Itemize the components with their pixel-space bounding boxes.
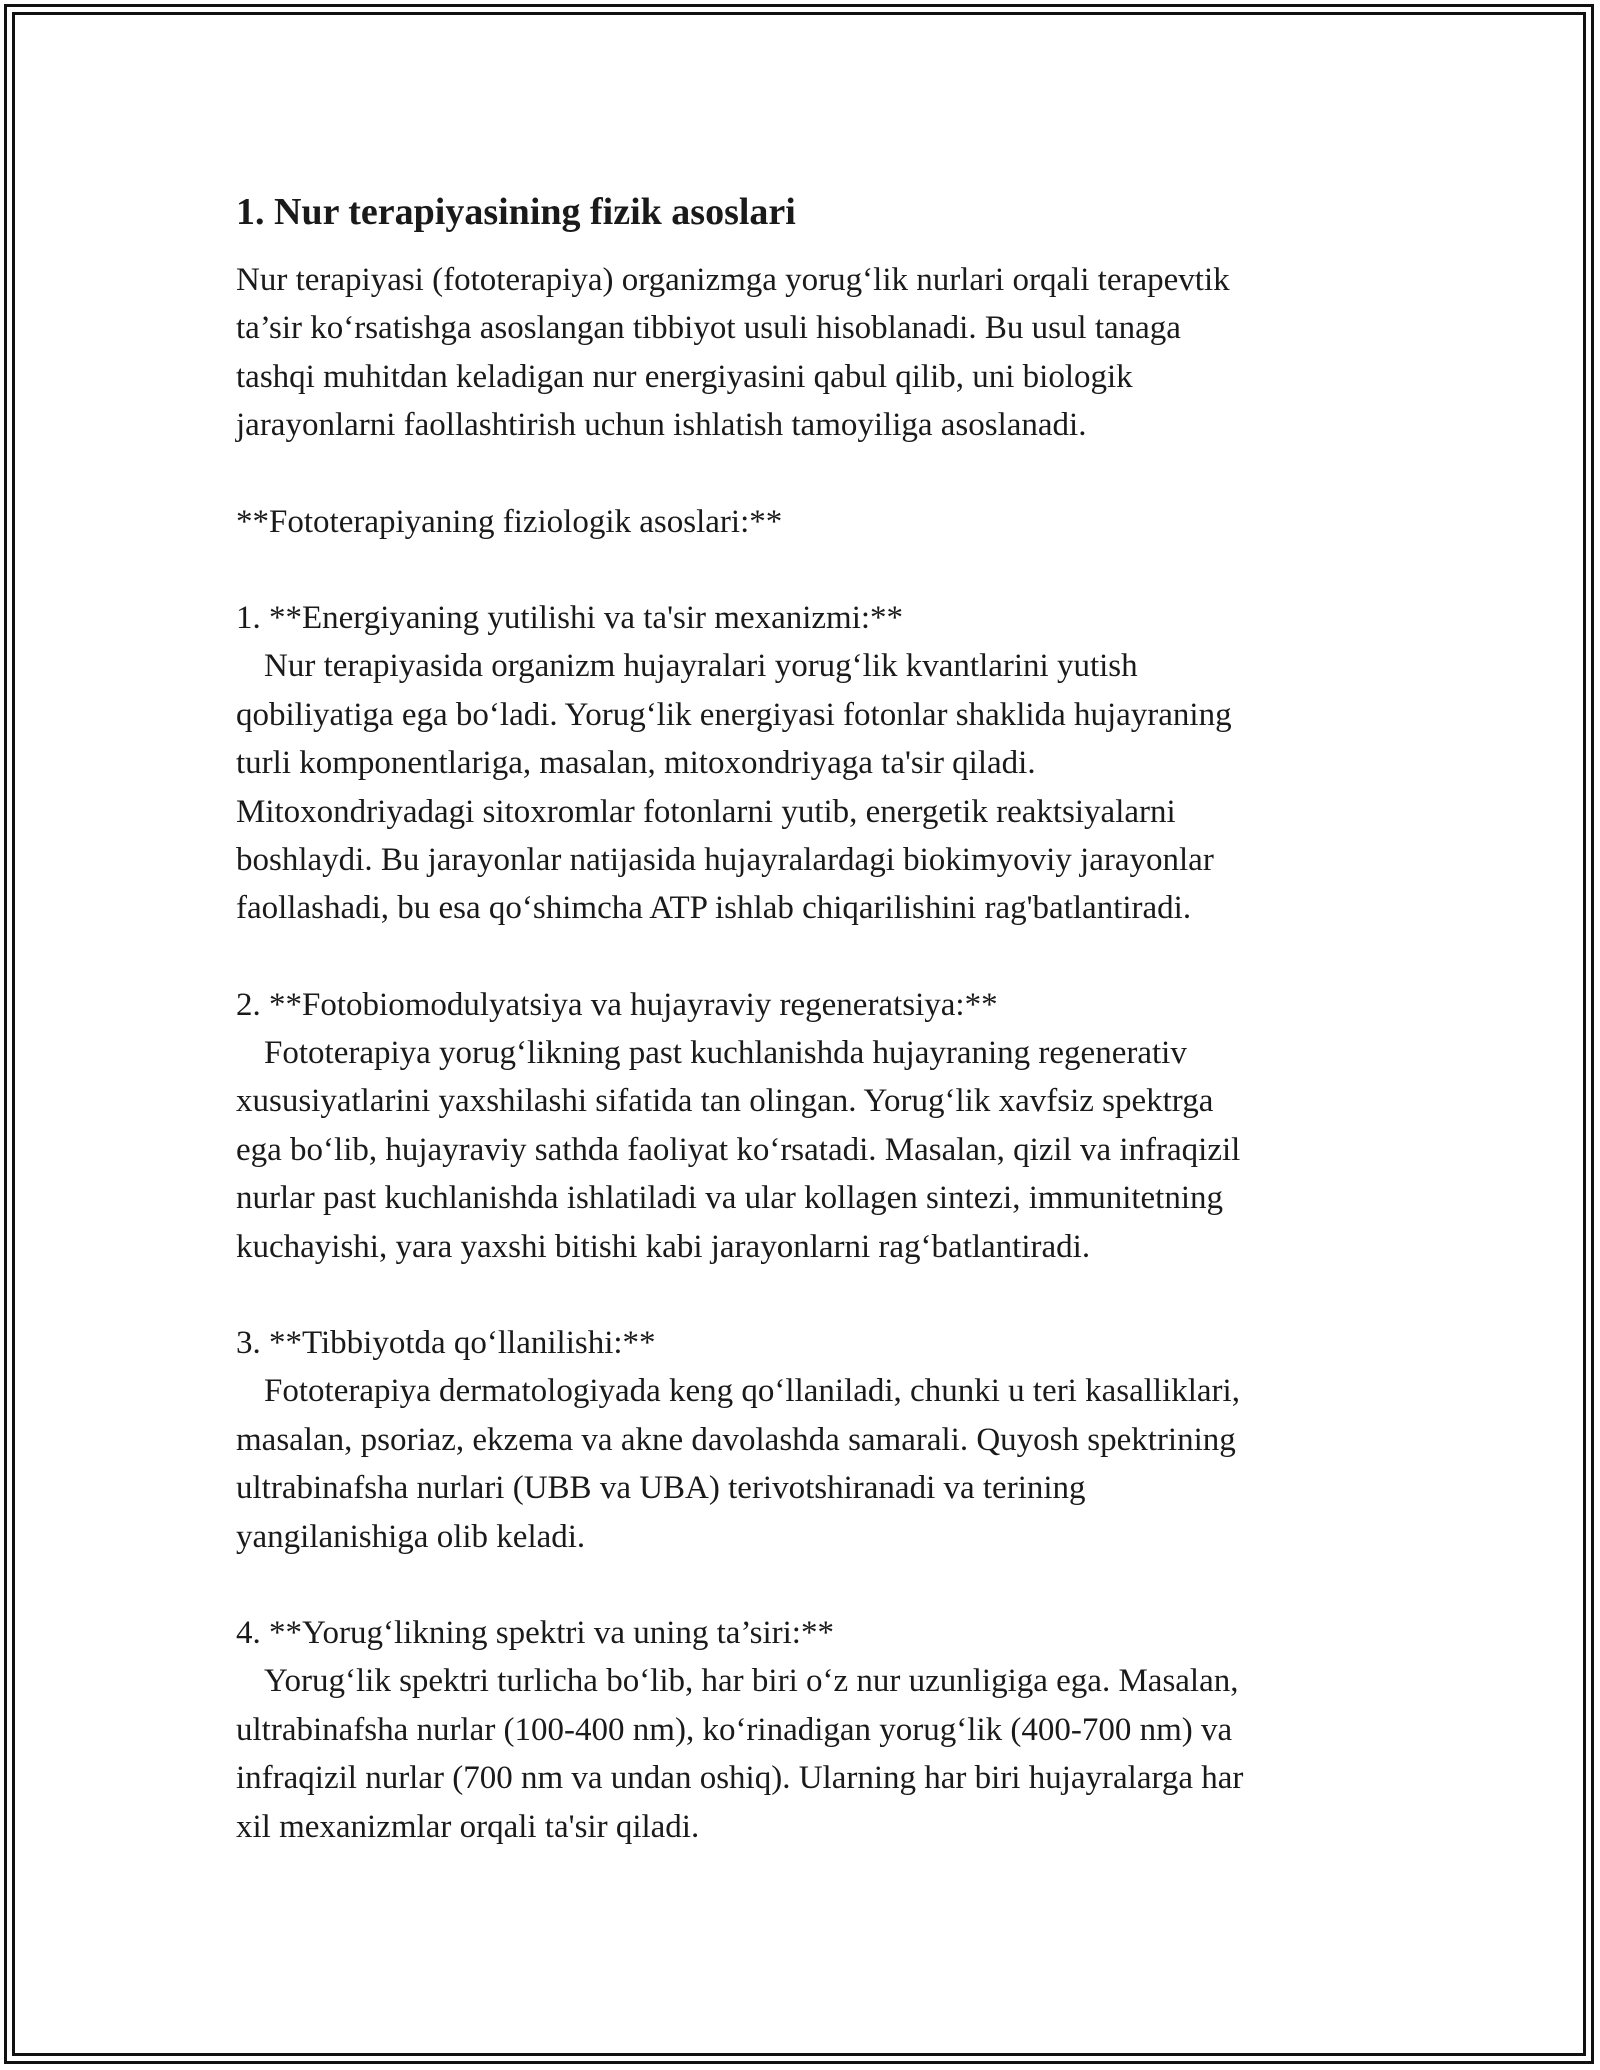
list-item-4 bbox=[236, 1609, 1366, 1851]
document-title: 1. Nur terapiyasining fizik asoslari bbox=[236, 191, 796, 233]
item-heading: 4. **Yorug‘likning spektri va uning ta’siri:** bbox=[236, 1614, 834, 1651]
intro-line: tashqi muhitdan keladigan nur energiyasini qabul qilib, uni biologik bbox=[236, 358, 1133, 395]
subheading: **Fototerapiyaning fiziologik asoslari:** bbox=[236, 503, 783, 540]
item-line: Nur terapiyasida organizm hujayralari yorug‘lik kvantlarini yutish bbox=[264, 648, 1138, 685]
item-line: infraqizil nurlar (700 nm va undan oshiq). Ularning har biri hujayralarga har bbox=[236, 1760, 1244, 1797]
item-line: kuchayishi, yara yaxshi bitishi kabi jarayonlarni rag‘batlantiradi. bbox=[236, 1228, 1091, 1265]
intro-paragraph bbox=[236, 256, 1366, 450]
item-line: ultrabinafsha nurlari (UBB va UBA) terivotshiranadi va terining bbox=[236, 1470, 1086, 1507]
intro-line: ta’sir ko‘rsatishga asoslangan tibbiyot usuli hisoblanadi. Bu usul tanaga bbox=[236, 310, 1181, 347]
item-line: ega bo‘lib, hujayraviy sathda faoliyat ko‘rsatadi. Masalan, qizil va infraqizil bbox=[236, 1131, 1241, 1168]
intro-line: jarayonlarni faollashtirish uchun ishlatish tamoyiliga asoslanadi. bbox=[236, 407, 1087, 444]
item-line: xususiyatlarini yaxshilashi sifatida tan olingan. Yorug‘lik xavfsiz spektrga bbox=[236, 1083, 1214, 1120]
item-heading: 3. **Tibbiyotda qo‘llanilishi:** bbox=[236, 1325, 656, 1362]
item-line: faollashadi, bu esa qo‘shimcha ATP ishlab chiqarilishini rag'batlantiradi. bbox=[236, 890, 1192, 927]
item-line: Mitoxondriyadagi sitoxromlar fotonlarni yutib, energetik reaktsiyalarni bbox=[236, 793, 1176, 830]
item-line: turli komponentlariga, masalan, mitoxondriyaga ta'sir qiladi. bbox=[236, 745, 1036, 782]
item-line: masalan, psoriaz, ekzema va akne davolashda samarali. Quyosh spektrining bbox=[236, 1421, 1236, 1458]
list-item-2 bbox=[236, 981, 1366, 1271]
list-item-3 bbox=[236, 1319, 1366, 1561]
subheading-paragraph bbox=[236, 498, 1366, 546]
item-line: ultrabinafsha nurlar (100-400 nm), ko‘rinadigan yorug‘lik (400-700 nm) va bbox=[236, 1711, 1233, 1748]
item-heading: 1. **Energiyaning yutilishi va ta'sir mexanizmi:** bbox=[236, 599, 904, 636]
list-item-1 bbox=[236, 594, 1366, 933]
item-line: Fototerapiya dermatologiyada keng qo‘llaniladi, chunki u teri kasalliklari, bbox=[264, 1373, 1240, 1410]
item-line: qobiliyatiga ega bo‘ladi. Yorug‘lik energiyasi fotonlar shaklida hujayraning bbox=[236, 696, 1232, 733]
item-heading: 2. **Fotobiomodulyatsiya va hujayraviy regeneratsiya:** bbox=[236, 986, 998, 1023]
item-line: boshlaydi. Bu jarayonlar natijasida hujayralardagi biokimyoviy jarayonlar bbox=[236, 841, 1214, 878]
item-line: Fototerapiya yorug‘likning past kuchlanishda hujayraning regenerativ bbox=[264, 1035, 1187, 1072]
item-line: xil mexanizmlar orqali ta'sir qiladi. bbox=[236, 1808, 700, 1845]
intro-line: Nur terapiyasi (fototerapiya) organizmga yorug‘lik nurlari orqali terapevtik bbox=[236, 262, 1230, 298]
item-line: nurlar past kuchlanishda ishlatiladi va ular kollagen sintezi, immunitetning bbox=[236, 1180, 1224, 1217]
item-line: yangilanishiga olib keladi. bbox=[236, 1518, 586, 1555]
document-body bbox=[236, 188, 1366, 1899]
item-line: Yorug‘lik spektri turlicha bo‘lib, har biri o‘z nur uzunligiga ega. Masalan, bbox=[264, 1663, 1239, 1700]
